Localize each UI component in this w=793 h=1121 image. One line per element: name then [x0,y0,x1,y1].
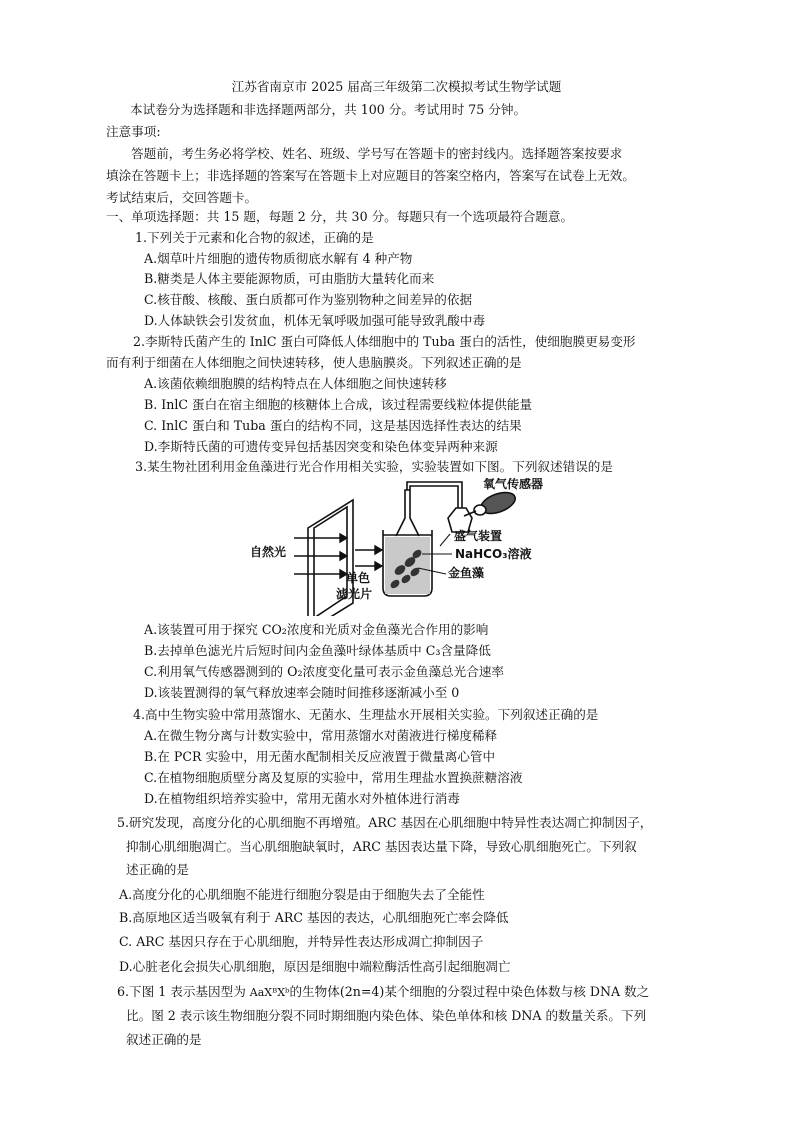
question-4-option-d: D.在植物组织培养实验中，常用无菌水对外植体进行消毒 [144,791,460,806]
question-6-stem: 比。图 2 表示该生物细胞分裂不同时期细胞内染色体、染色单体和核 DNA 的数量关系。下列 [126,1008,647,1023]
question-2-option-c: C. InlC 蛋白和 Tuba 蛋白的结构不同，这是基因选择性表达的结果 [144,418,522,433]
question-5-option-d: D.心脏老化会损失心肌细胞，原因是细胞中端粒酶活性高引起细胞凋亡 [119,959,511,974]
question-5-stem: 述正确的是 [126,862,189,877]
filter-label-line2: 滤光片 [336,587,373,601]
question-3-option-a: A.该装置可用于探究 CO₂浓度和光质对金鱼藻光合作用的影响 [144,622,489,637]
question-5-stem: 5.研究发现，高度分化的心肌细胞不再增殖。ARC 基因在心肌细胞中特异性表达凋亡抑制因子， [117,815,653,830]
hornwort-label: 金鱼藻 [448,566,485,580]
question-6-stem [117,986,649,999]
question-3-option-c: C.利用氧气传感器测到的 O₂浓度变化量可表示金鱼藻总光合速率 [144,664,505,679]
notice-line: 答题前，考生务必将学校、姓名、班级、学号写在答题卡的密封线内。选择题答案按要求 [131,146,623,161]
question-2-option-a: A.该菌依赖细胞膜的结构特点在人体细胞之间快速转移 [144,376,447,391]
question-1-option-b: B.糖类是人体主要能源物质，可由脂肪大量转化而来 [144,271,435,286]
page-title: 江苏省南京市 2025 届高三年级第二次模拟考试生物学试题 [231,79,562,94]
genotype: AaXᴮXᵇ [249,986,290,999]
question-1-option-a: A.烟草叶片细胞的遗传物质彻底水解有 4 种产物 [144,251,413,266]
question-4-option-a: A.在微生物分离与计数实验中，常用蒸馏水对菌液进行梯度稀释 [144,728,498,743]
natural-light-label: 自然光 [250,545,287,559]
question-2-option-d: D.李斯特氏菌的可遗传变异包括基因突变和染色体变异两种来源 [144,439,498,454]
filter-label-line1: 单色 [346,571,371,585]
question-2-stem: 2.李斯特氏菌产生的 InlC 蛋白可降低人体细胞中的 Tuba 蛋白的活性，使细胞膜更易变形 [133,334,636,349]
question-3-option-b: B.去掉单色滤光片后短时间内金鱼藻叶绿体基质中 C₃含量降低 [144,643,491,658]
question-3-option-d: D.该装置测得的氧气释放速率会随时间推移逐渐减小至 0 [144,685,460,700]
question-6-stem: 叙述正确的是 [126,1032,202,1047]
section-heading: 一、单项选择题：共 15 题，每题 2 分，共 30 分。每题只有一个选项最符合题意。 [106,209,574,224]
question-6-stem-post: 的生物体(2n=4)某个细胞的分裂过程中染色体数与核 DNA 数之 [289,984,650,999]
question-3-stem: 3.某生物社团利用金鱼藻进行光合作用相关实验，实验装置如下图。下列叙述错误的是 [135,459,613,474]
question-5-option-b: B.高原地区适当吸氧有利于 ARC 基因的表达，心肌细胞死亡率会降低 [119,910,509,925]
experiment-apparatus-figure [250,478,580,616]
question-5-option-a: A.高度分化的心肌细胞不能进行细胞分裂是由于细胞失去了全能性 [119,887,485,902]
notice-line: 填涂在答题卡上；非选择题的答案写在答题卡上对应题目的答案空格内，答案写在试卷上无效。 [106,168,635,183]
question-4-option-c: C.在植物细胞质壁分离及复原的实验中，常用生理盐水置换蔗糖溶液 [144,770,523,785]
question-1-option-c: C.核苷酸、核酸、蛋白质都可作为鉴别物种之间差异的依据 [144,292,473,307]
question-1-stem: 1.下列关于元素和化合物的叙述，正确的是 [135,230,374,245]
question-2-stem: 而有利于细菌在人体细胞之间快速转移，使人患脑膜炎。下列叙述正确的是 [106,355,522,370]
question-4-stem: 4.高中生物实验中常用蒸馏水、无菌水、生理盐水开展相关实验。下列叙述正确的是 [133,707,599,722]
nahco3-label: NaHCO₃溶液 [455,547,532,561]
oxygen-sensor-icon [464,488,518,517]
question-1-option-d: D.人体缺铁会引发贫血，机体无氧呼吸加强可能导致乳酸中毒 [144,313,486,328]
question-6-stem-pre: 6.下图 1 表示基因型为 [117,984,250,999]
question-2-option-b: B. InlC 蛋白在宿主细胞的核糖体上合成，该过程需要线粒体提供能量 [144,397,533,412]
intro: 本试卷分为选择题和非选择题两部分，共 100 分。考试用时 75 分钟。 [130,102,527,117]
notice-label: 注意事项: [106,124,161,139]
question-5-stem: 抑制心肌细胞凋亡。当心肌细胞缺氧时，ARC 基因表达量下降，导致心肌细胞死亡。下列叙 [126,839,637,854]
oxygen-sensor-label: 氧气传感器 [483,478,544,491]
gas-container-label: 盛气装置 [454,529,503,543]
notice-line: 考试结束后，交回答题卡。 [106,190,258,205]
question-4-option-b: B.在 PCR 实验中，用无菌水配制相关反应液置于微量离心管中 [144,749,496,764]
question-5-option-c: C. ARC 基因只存在于心肌细胞，并特异性表达形成凋亡抑制因子 [119,934,484,949]
